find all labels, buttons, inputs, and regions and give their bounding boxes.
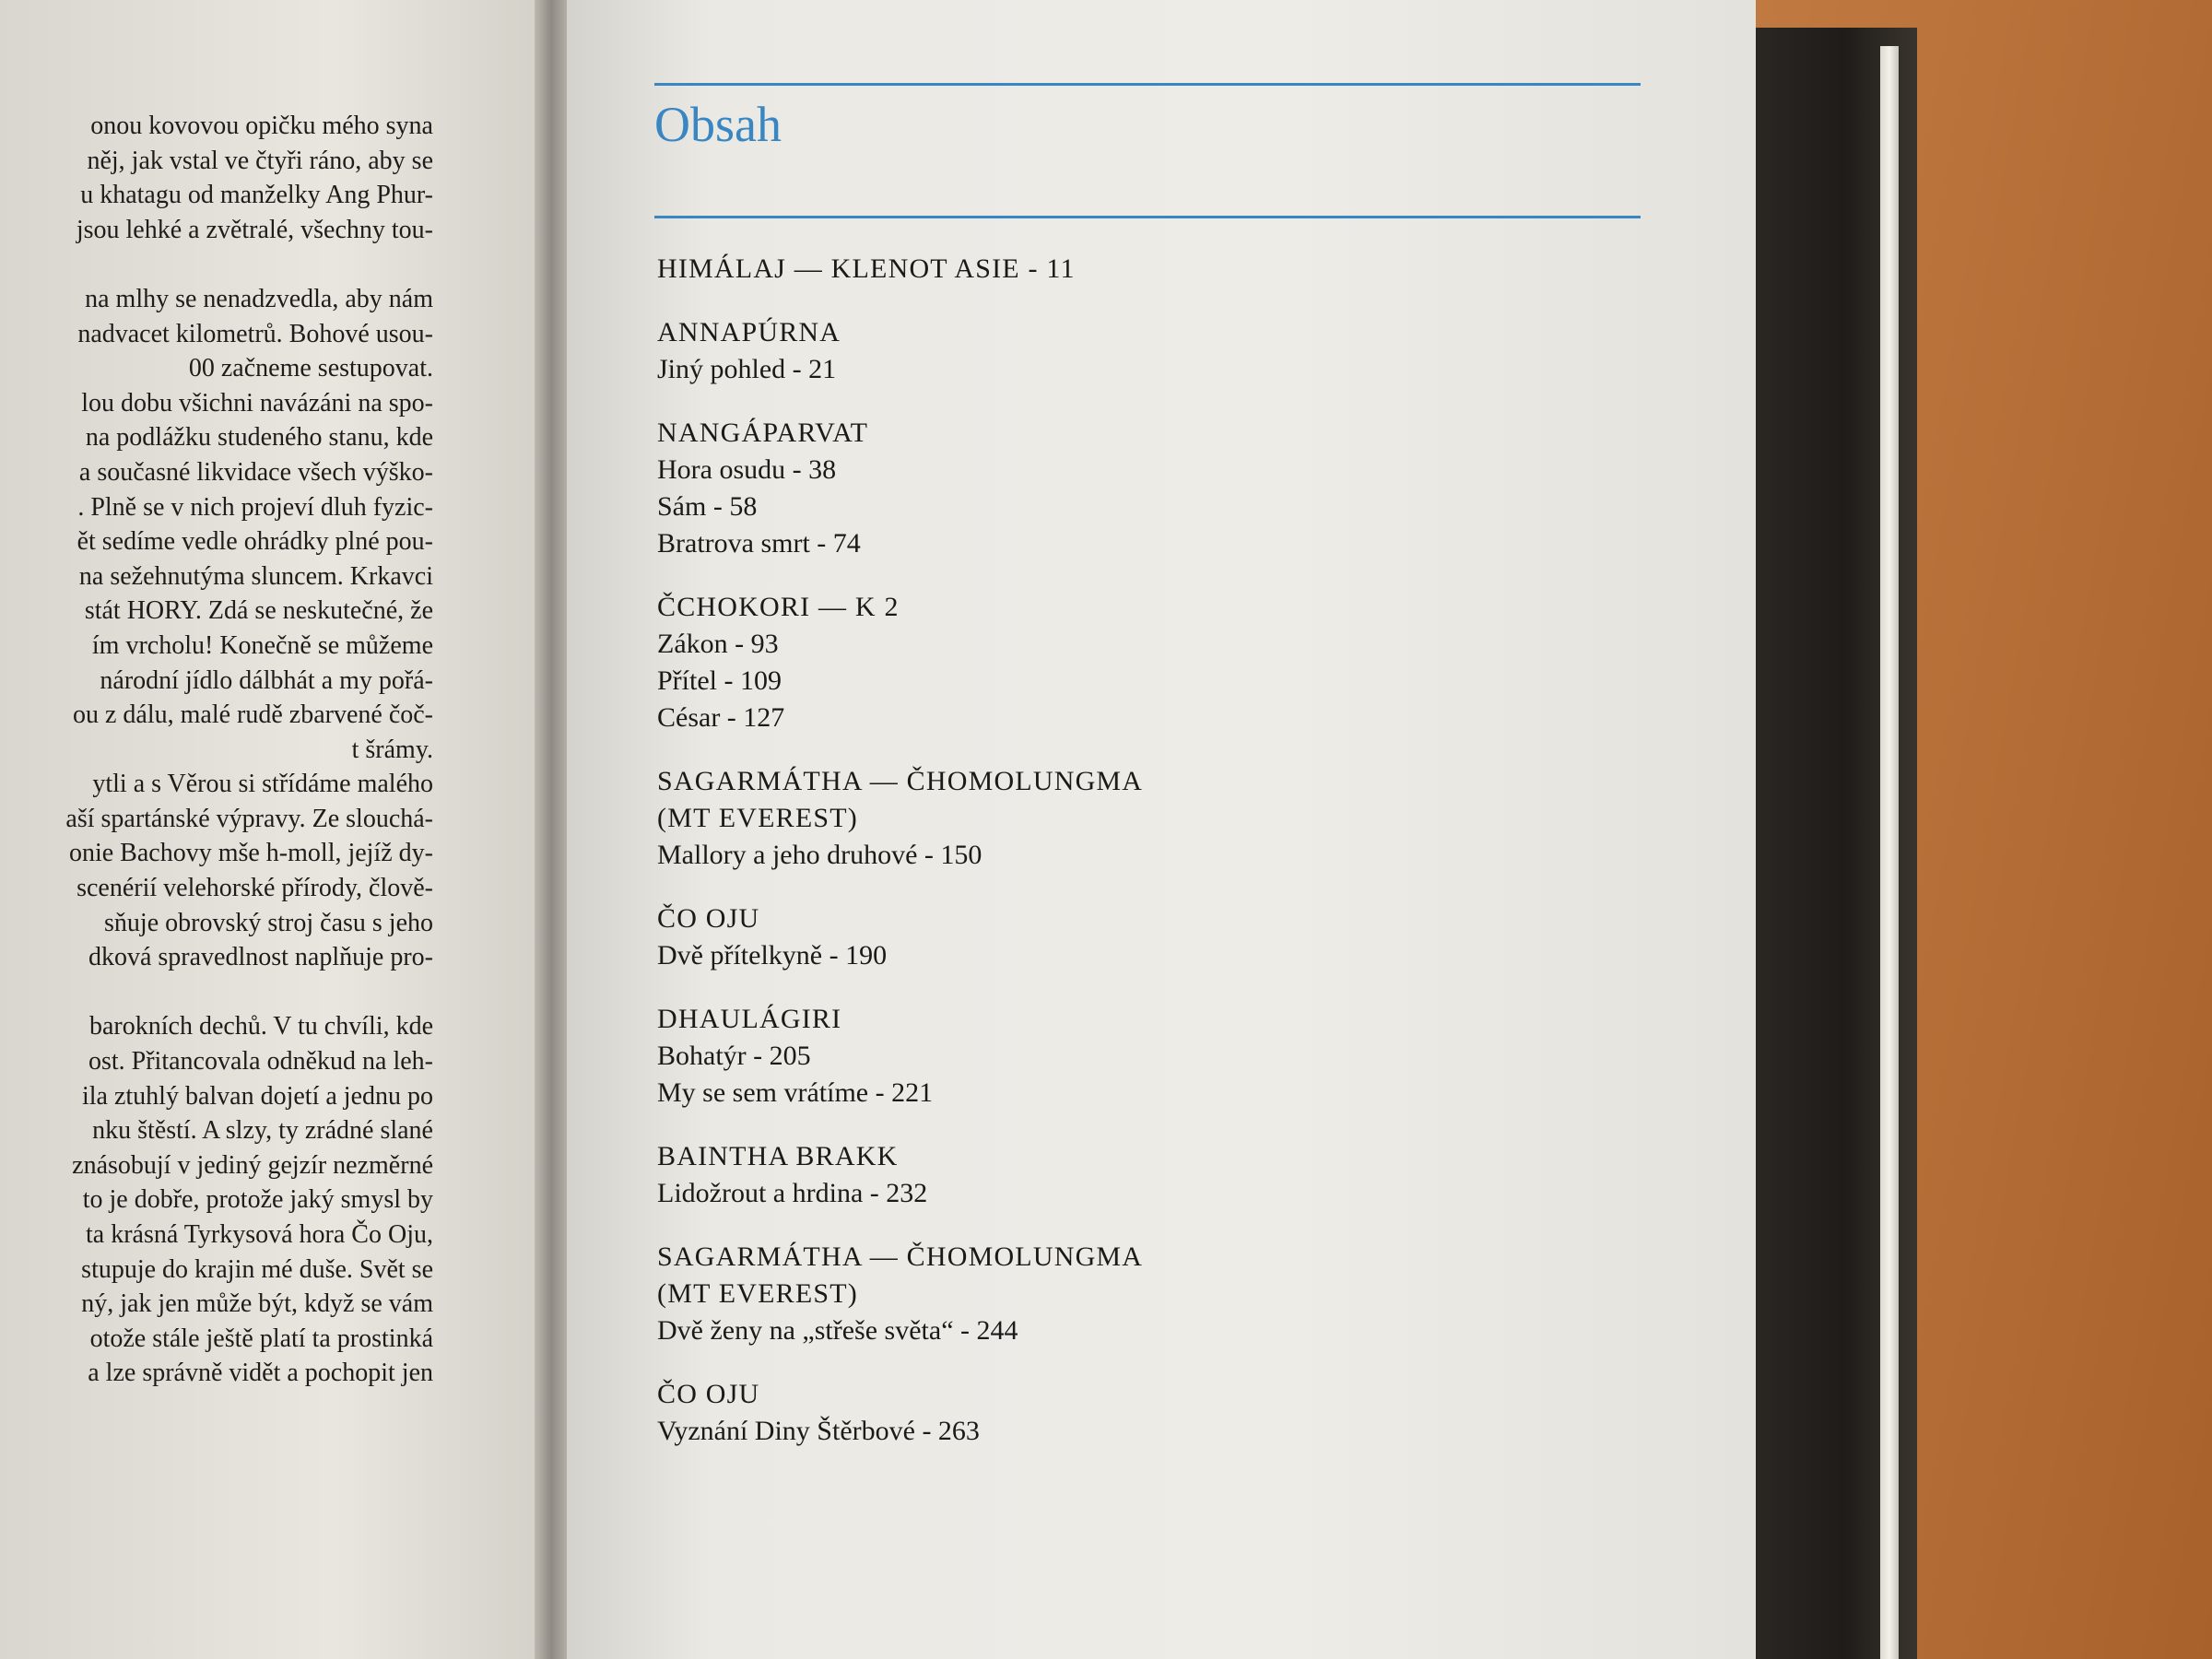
left-page-line: na sežehnutýma sluncem. Krkavci xyxy=(78,561,433,591)
left-page-line: stupuje do krajin mé duše. Svět se xyxy=(81,1254,433,1284)
left-page-line: na podlážku studeného stanu, kde xyxy=(85,423,433,453)
left-page-line: scenérií velehorské přírody, člově- xyxy=(76,874,433,903)
heading-rule-top xyxy=(654,83,1641,86)
left-page-line: jsou lehké a zvětralé, všechny tou- xyxy=(76,215,433,244)
toc-section xyxy=(657,1001,1671,1112)
left-page-line: dková spravedlnost naplňuje pro- xyxy=(88,943,433,972)
toc-entry: Lidožrout a hrdina - 232 xyxy=(657,1178,928,1208)
toc-section xyxy=(657,415,1671,562)
toc-section xyxy=(657,1239,1671,1349)
heading-rule-bottom xyxy=(654,216,1641,218)
left-page-line: nku štěstí. A slzy, ty zrádné slané xyxy=(92,1116,433,1146)
page-stack-edge xyxy=(1880,46,1899,1659)
left-page-line: znásobují v jediný gejzír nezměrné xyxy=(72,1150,433,1180)
left-page-line: onou kovovou opičku mého syna xyxy=(90,112,433,140)
toc-section-subtitle: (MT EVEREST) xyxy=(657,1278,858,1309)
toc-section-title: ČO OJU xyxy=(657,1379,760,1409)
left-page-line: aší spartánské výpravy. Ze slouchá- xyxy=(65,804,433,833)
left-page-line: nadvacet kilometrů. Bohové usou- xyxy=(77,319,433,348)
toc-entry: Bratrova smrt - 74 xyxy=(657,528,861,559)
left-page-line: na mlhy se nenadzvedla, aby nám xyxy=(85,284,433,313)
toc-entry: Jiný pohled - 21 xyxy=(657,354,837,384)
book-gutter xyxy=(535,0,571,1659)
toc-entry: Vyznání Diny Štěrbové - 263 xyxy=(657,1416,980,1446)
right-page xyxy=(567,0,1756,1659)
toc-section-title: ČCHOKORI — K 2 xyxy=(657,592,900,622)
toc-entry: Dvě přítelkyně - 190 xyxy=(657,940,888,971)
toc-entry: Dvě ženy na „střeše světa“ - 244 xyxy=(657,1315,1018,1346)
left-page-line: a lze správně vidět a pochopit jen xyxy=(88,1359,433,1388)
toc-section xyxy=(657,763,1671,874)
left-page-line: něj, jak vstal ve čtyři ráno, aby se xyxy=(87,146,433,175)
left-page-line: ta krásná Tyrkysová hora Čo Oju, xyxy=(85,1220,433,1249)
left-page-line: t šrámy. xyxy=(351,735,433,764)
left-page-text xyxy=(0,109,433,1391)
left-page-line: ím vrcholu! Konečně se můžeme xyxy=(91,630,433,660)
left-page-line: onie Bachovy mše h-moll, jejíž dy- xyxy=(68,839,433,868)
toc-section xyxy=(657,900,1671,974)
left-page-line: ou z dálu, malé rudě zbarvené čoč- xyxy=(72,700,433,730)
toc-entry: Mallory a jeho druhové - 150 xyxy=(657,840,982,870)
toc-entry: Hora osudu - 38 xyxy=(657,454,837,485)
toc-entry: César - 127 xyxy=(657,702,785,733)
left-page-line: stát HORY. Zdá se neskutečné, že xyxy=(84,596,433,626)
left-page-line: ost. Přitancovala odněkud na leh- xyxy=(88,1047,433,1077)
toc-entry: Zákon - 93 xyxy=(657,629,779,659)
left-page-line: . Plně se v nich projeví dluh fyzic- xyxy=(77,492,433,522)
left-page-line: ný, jak jen může být, když se vám xyxy=(81,1289,433,1319)
toc-section-title: NANGÁPARVAT xyxy=(657,418,869,448)
table-of-contents xyxy=(657,251,1671,1477)
left-page-line: ět sedíme vedle ohrádky plné pou- xyxy=(76,527,433,557)
toc-section-title: BAINTHA BRAKK xyxy=(657,1141,899,1171)
left-page-line: a současné likvidace všech výško- xyxy=(78,457,433,487)
left-page-line: u khatagu od manželky Ang Phur- xyxy=(80,181,433,210)
toc-entry: My se sem vrátíme - 221 xyxy=(657,1077,934,1108)
left-page-line: ila ztuhlý balvan dojetí a jednu po xyxy=(81,1081,433,1111)
left-page xyxy=(0,0,553,1659)
toc-section xyxy=(657,251,1671,288)
left-page-line: to je dobře, protože jaký smysl by xyxy=(82,1185,433,1215)
toc-section-title: SAGARMÁTHA — ČHOMOLUNGMA xyxy=(657,1241,1144,1272)
toc-entry: Bohatýr - 205 xyxy=(657,1041,811,1071)
left-page-line: barokních dechů. V tu chvíli, kde xyxy=(89,1012,433,1041)
toc-section xyxy=(657,1376,1671,1450)
toc-section xyxy=(657,589,1671,736)
left-page-line: sňuje obrovský stroj času s jeho xyxy=(104,908,433,937)
left-page-line: lou dobu všichni navázáni na spo- xyxy=(81,388,433,418)
left-page-line xyxy=(0,247,433,282)
page-title: Obsah xyxy=(654,97,782,152)
toc-entry: Sám - 58 xyxy=(657,491,758,522)
toc-section-title: ANNAPÚRNA xyxy=(657,317,841,347)
toc-section-title: SAGARMÁTHA — ČHOMOLUNGMA xyxy=(657,766,1144,796)
toc-section-title: HIMÁLAJ — KLENOT ASIE - 11 xyxy=(657,253,1076,284)
toc-section-title: DHAULÁGIRI xyxy=(657,1004,842,1034)
toc-section xyxy=(657,314,1671,388)
left-page-line: národní jídlo dálbhát a my pořá- xyxy=(100,665,433,695)
left-page-line xyxy=(0,975,433,1010)
toc-section xyxy=(657,1138,1671,1212)
left-page-line: otože stále ještě platí ta prostinká xyxy=(89,1324,433,1353)
toc-section-title: ČO OJU xyxy=(657,903,760,934)
toc-entry: Přítel - 109 xyxy=(657,665,782,696)
left-page-line: ytli a s Věrou si střídáme malého xyxy=(92,770,433,799)
toc-section-subtitle: (MT EVEREST) xyxy=(657,803,858,833)
left-page-line: 00 začneme sestupovat. xyxy=(188,354,433,383)
